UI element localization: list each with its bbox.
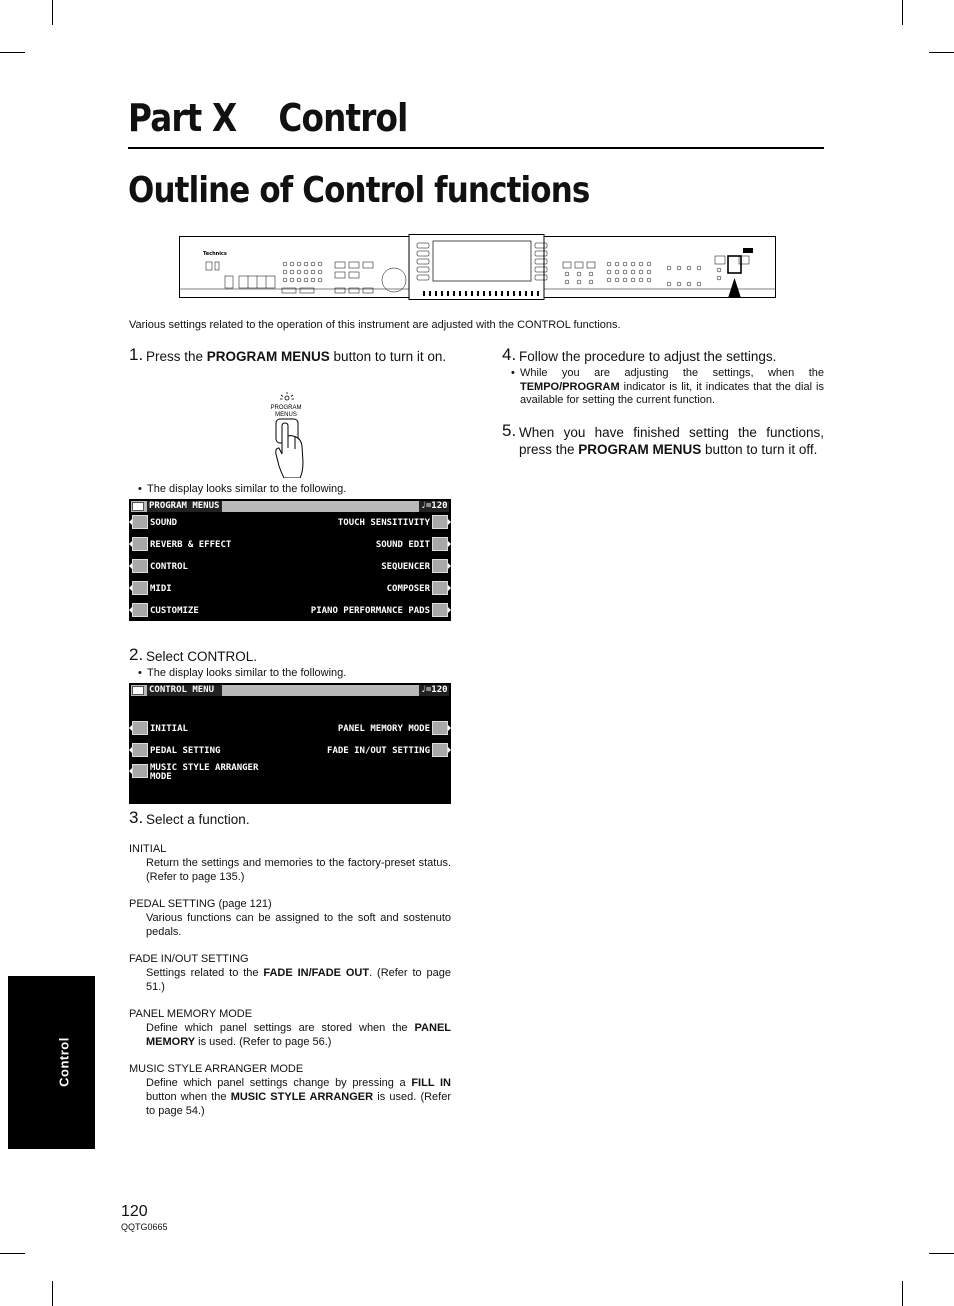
menu-item-reverb-effect: REVERB & EFFECT [150, 540, 232, 550]
panel-memory-icon [432, 721, 448, 735]
menu-item-fade-in-out-setting: FADE IN/OUT SETTING [327, 746, 430, 756]
function-panel-memory-desc [146, 1021, 451, 1049]
menu-item-composer: COMPOSER [386, 584, 430, 594]
menu-icon [132, 686, 144, 695]
step-1 [129, 345, 451, 382]
indicator-lamp-icon [280, 392, 294, 400]
pedal-setting-icon [132, 743, 148, 757]
piano-performance-pads-icon [432, 603, 448, 617]
arrow-right-icon [448, 563, 451, 569]
step-text-post: button to turn it off. [701, 442, 818, 457]
program-menus-display [129, 499, 451, 621]
program-menus-button-illustration [262, 392, 312, 478]
menu-item-piano-performance-pads: PIANO PERFORMANCE PADS [310, 606, 430, 616]
function-pedal-name: PEDAL SETTING (page 121) [129, 898, 272, 910]
composer-icon [432, 581, 448, 595]
display-title-bar [131, 501, 449, 512]
step-text: Select a function. [146, 812, 250, 827]
step-2 [129, 645, 451, 665]
desc-text: Define which panel settings are stored when the [146, 1022, 415, 1034]
step-text: Follow the procedure to adjust the settings. [519, 349, 777, 364]
crop-mark [929, 1253, 954, 1254]
note-text-post: indicator is lit, it indicates that the dial is available for setting the current function. [520, 380, 824, 406]
button-name: FADE IN/FADE OUT [263, 967, 370, 979]
step-4-note [511, 367, 824, 409]
title-divider [128, 147, 824, 149]
desc-text: is used. (Refer to page 56.) [195, 1036, 332, 1048]
page-number: 120 [121, 1203, 148, 1220]
step-number: 4. [502, 345, 517, 364]
bullet-icon: • [511, 367, 515, 379]
step-2-note [138, 667, 451, 681]
arrow-left-icon [129, 747, 132, 753]
crop-mark [0, 1253, 25, 1254]
menu-item-touch-sensitivity: TOUCH SENSITIVITY [337, 518, 430, 528]
note-text: The display looks similar to the following. [147, 667, 347, 679]
display-title-bar [131, 685, 449, 696]
arrow-left-icon [129, 607, 132, 613]
desc-text: . (Refer to page 51.) [146, 967, 451, 993]
note-text-pre: While you are adjusting the settings, when the [520, 367, 824, 379]
button-name: PROGRAM MENUS [578, 442, 702, 457]
tempo-readout: ♩=120 [420, 685, 448, 695]
step-number: 3. [129, 808, 144, 827]
button-label-line-1: PROGRAM [270, 405, 302, 411]
crop-mark [902, 1281, 903, 1306]
function-arranger-name: MUSIC STYLE ARRANGER MODE [129, 1063, 304, 1075]
sound-edit-icon [432, 537, 448, 551]
step-text [519, 424, 824, 458]
step-text-pre: When you have finished setting the functions, press the [519, 425, 824, 457]
desc-text: button when the [146, 1091, 231, 1103]
menu-item-sequencer: SEQUENCER [381, 562, 430, 572]
crop-mark [52, 0, 53, 25]
menu-icon [132, 502, 144, 511]
step-number: 5. [502, 421, 517, 440]
arrow-left-icon [129, 519, 132, 525]
control-menu-display [129, 683, 451, 804]
button-name: MUSIC STYLE ARRANGER [230, 1091, 374, 1103]
desc-text: Settings related to the [146, 967, 264, 979]
section-title: Outline of Control functions [128, 170, 590, 211]
button-name: PROGRAM MENUS [206, 349, 330, 364]
function-fade-name: FADE IN/OUT SETTING [129, 953, 249, 965]
function-arranger-desc [146, 1076, 451, 1118]
chapter-side-tab-label: Control [56, 1037, 72, 1087]
note-text: The display looks similar to the following. [147, 483, 347, 495]
document-code: QQTG0665 [121, 1222, 168, 1232]
step-1-note [138, 483, 451, 497]
arrow-left-icon [129, 541, 132, 547]
step-4 [502, 345, 824, 365]
music-style-arranger-icon [132, 764, 148, 778]
menu-item-music-style-arranger: MUSIC STYLE ARRANGER [150, 763, 259, 773]
midi-icon [132, 581, 148, 595]
panel-logo [743, 248, 753, 253]
customize-icon [132, 603, 148, 617]
step-3 [129, 808, 451, 828]
crop-mark [0, 52, 25, 53]
crop-mark [52, 1281, 53, 1306]
menu-item-sound-edit: SOUND EDIT [375, 540, 430, 550]
initial-icon [132, 721, 148, 735]
reverb-effect-icon [132, 537, 148, 551]
step-number: 1. [129, 345, 144, 364]
arrow-right-icon [448, 585, 451, 591]
arrow-right-icon [448, 607, 451, 613]
arrow-right-icon [448, 747, 451, 753]
button-name: PANEL MEMORY [146, 1022, 451, 1048]
desc-text: Define which panel settings change by pressing a [146, 1077, 412, 1089]
arrow-left-icon [129, 585, 132, 591]
arrow-left-icon [129, 725, 132, 731]
part-title: Part X Control [128, 96, 408, 140]
panel-brand: Technics [203, 251, 227, 257]
menu-item-music-style-arranger-mode: MODE [150, 772, 172, 782]
function-fade-desc [146, 966, 451, 994]
desc-text: is used. (Refer to page 54.) [146, 1091, 452, 1117]
bullet-icon: • [138, 667, 142, 679]
intro-text: Various settings related to the operation of this instrument are adjusted with the CONTROL functions. [129, 319, 621, 331]
button-label-line-2: MENUS [275, 412, 297, 418]
sequencer-icon [432, 559, 448, 573]
display-title: PROGRAM MENUS [147, 501, 222, 512]
tempo-readout: ♩=120 [420, 501, 448, 511]
keyboard-panel-illustration [179, 234, 776, 300]
menu-item-sound: SOUND [150, 518, 178, 528]
step-number: 2. [129, 645, 144, 664]
arrow-right-icon [448, 519, 451, 525]
step-text-post: button to turn it on. [329, 349, 447, 364]
arrow-left-icon [129, 563, 132, 569]
menu-item-control: CONTROL [150, 562, 188, 572]
fade-in-out-icon [432, 743, 448, 757]
bullet-icon: • [138, 483, 142, 495]
arrow-right-icon [448, 541, 451, 547]
control-icon [132, 559, 148, 573]
step-text [146, 348, 451, 365]
menu-item-pedal-setting: PEDAL SETTING [150, 746, 221, 756]
crop-mark [902, 0, 903, 25]
function-initial-desc: Return the settings and memories to the factory-preset status. (Refer to page 135.) [146, 857, 451, 883]
function-pedal-desc: Various functions can be assigned to the soft and sostenuto pedals. [146, 912, 451, 938]
crop-mark [929, 52, 954, 53]
function-panel-memory-name: PANEL MEMORY MODE [129, 1008, 253, 1020]
menu-item-midi: MIDI [150, 584, 172, 594]
button-name: FILL IN [411, 1077, 451, 1089]
menu-item-panel-memory-mode: PANEL MEMORY MODE [337, 724, 430, 734]
touch-sensitivity-icon [432, 515, 448, 529]
step-text-pre: Press the [146, 349, 207, 364]
display-title: CONTROL MENU [147, 685, 222, 696]
sound-icon [132, 515, 148, 529]
finger-pressing-icon [276, 419, 303, 478]
function-initial-name: INITIAL [129, 843, 167, 855]
arrow-left-icon [129, 768, 132, 774]
step-5 [502, 421, 824, 475]
arrow-right-icon [448, 725, 451, 731]
menu-item-initial: INITIAL [150, 724, 188, 734]
step-text: Select CONTROL. [146, 649, 258, 664]
menu-item-customize: CUSTOMIZE [150, 606, 199, 616]
note-text [520, 367, 824, 408]
indicator-name: TEMPO/PROGRAM [520, 380, 620, 393]
chapter-side-tab [8, 976, 95, 1149]
